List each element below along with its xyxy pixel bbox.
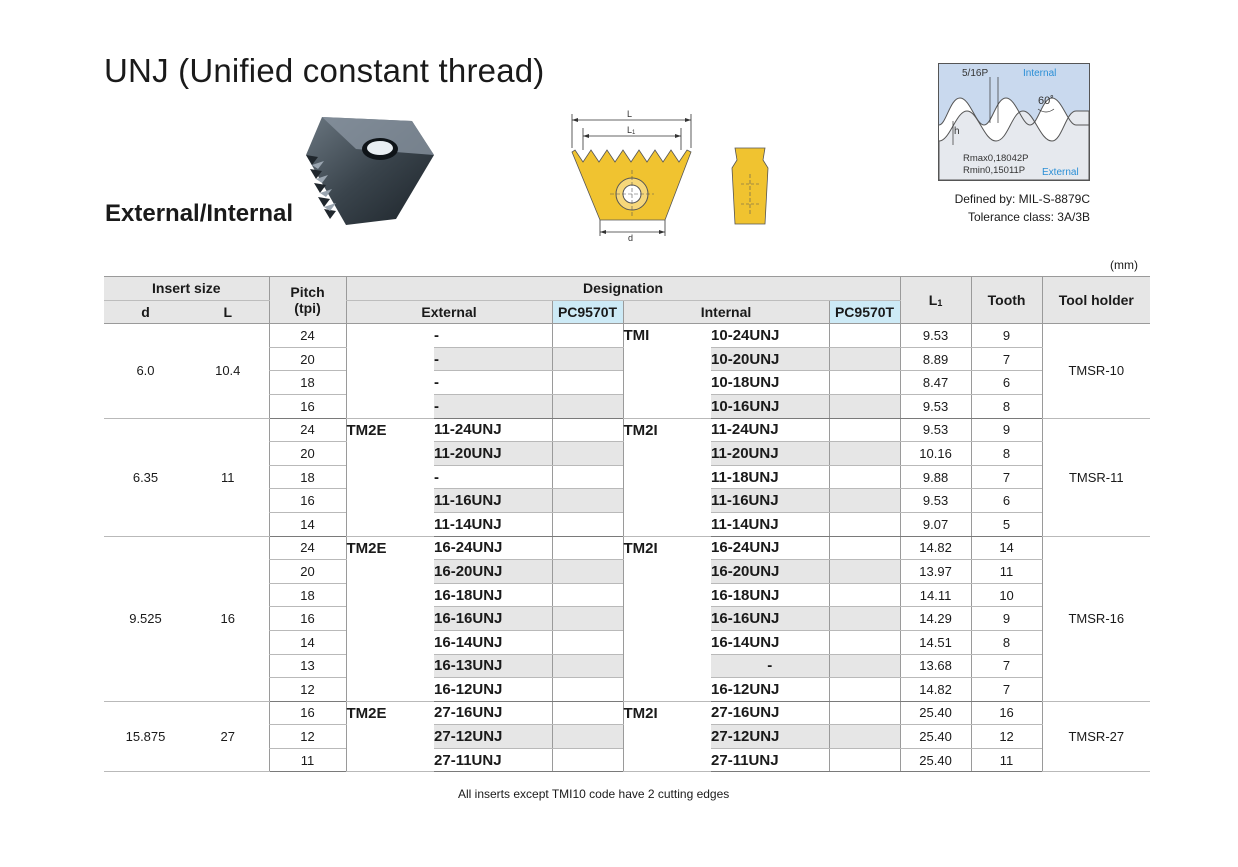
tooth-cell: 8 — [971, 394, 1042, 418]
external-prefix: TM2E — [346, 536, 434, 701]
profile-rmax-label: Rmax0,18042P — [963, 153, 1029, 164]
external-code: 16-16UNJ — [434, 607, 552, 631]
grade-internal-cell — [829, 607, 900, 631]
internal-code: 16-12UNJ — [711, 678, 829, 702]
table-row — [104, 418, 1150, 442]
header-d: d — [104, 300, 187, 324]
external-code: 16-18UNJ — [434, 583, 552, 607]
internal-prefix: TM2I — [623, 536, 711, 701]
tooth-cell: 7 — [971, 654, 1042, 678]
l1-cell: 25.40 — [900, 748, 971, 772]
grade-internal-cell — [829, 347, 900, 371]
internal-code: 27-16UNJ — [711, 701, 829, 725]
external-code: - — [434, 394, 552, 418]
internal-code: 27-11UNJ — [711, 748, 829, 772]
internal-code: 16-20UNJ — [711, 560, 829, 584]
internal-code: 16-16UNJ — [711, 607, 829, 631]
l1-cell: 9.07 — [900, 512, 971, 536]
l1-cell: 14.82 — [900, 678, 971, 702]
grade-internal-cell — [829, 465, 900, 489]
tooth-cell: 6 — [971, 489, 1042, 513]
pitch-cell: 20 — [269, 347, 346, 371]
table-row — [104, 701, 1150, 725]
external-code: 11-16UNJ — [434, 489, 552, 513]
grade-internal-cell — [829, 748, 900, 772]
external-code: 11-24UNJ — [434, 418, 552, 442]
internal-code: 16-24UNJ — [711, 536, 829, 560]
internal-code: 11-18UNJ — [711, 465, 829, 489]
spec-table-body — [104, 324, 1150, 772]
l1-cell: 9.53 — [900, 324, 971, 348]
internal-code: 11-24UNJ — [711, 418, 829, 442]
grade-external-cell — [552, 654, 623, 678]
tolerance-text: Tolerance class: 3A/3B — [967, 210, 1090, 224]
thread-profile-diagram — [938, 63, 1092, 183]
pitch-cell: 16 — [269, 701, 346, 725]
internal-code: 16-18UNJ — [711, 583, 829, 607]
external-code: 27-12UNJ — [434, 725, 552, 749]
pitch-cell: 14 — [269, 630, 346, 654]
l1-cell: 14.51 — [900, 630, 971, 654]
tool-holder-cell: TMSR-11 — [1042, 418, 1150, 536]
tooth-cell: 9 — [971, 418, 1042, 442]
defined-by-text: Defined by: MIL-S-8879C — [954, 192, 1090, 206]
grade-external-cell — [552, 630, 623, 654]
tooth-cell: 11 — [971, 748, 1042, 772]
pitch-cell: 20 — [269, 560, 346, 584]
table-row — [104, 536, 1150, 560]
grade-external-cell — [552, 560, 623, 584]
profile-rmin-label: Rmin0,15011P — [963, 165, 1026, 176]
insert-d: 6.0 — [104, 324, 187, 418]
l1-cell: 9.53 — [900, 489, 971, 513]
footnote: All inserts except TMI10 code have 2 cutting edges — [458, 787, 730, 801]
tooth-cell: 8 — [971, 630, 1042, 654]
internal-code: 16-14UNJ — [711, 630, 829, 654]
external-code: - — [434, 324, 552, 348]
grade-internal-cell — [829, 701, 900, 725]
external-code: 16-14UNJ — [434, 630, 552, 654]
external-code: 11-20UNJ — [434, 442, 552, 466]
l1-cell: 8.47 — [900, 371, 971, 395]
grade-internal-cell — [829, 394, 900, 418]
tool-holder-cell: TMSR-16 — [1042, 536, 1150, 701]
header-designation: Designation — [346, 277, 900, 301]
tooth-cell: 10 — [971, 583, 1042, 607]
pitch-cell: 24 — [269, 324, 346, 348]
external-code: 16-20UNJ — [434, 560, 552, 584]
external-code: - — [434, 465, 552, 489]
tool-holder-cell: TMSR-27 — [1042, 701, 1150, 772]
pitch-cell: 16 — [269, 489, 346, 513]
header-pitch — [269, 277, 346, 324]
pitch-cell: 12 — [269, 725, 346, 749]
grade-external-cell — [552, 678, 623, 702]
insert-d: 15.875 — [104, 701, 187, 772]
profile-h-label: h — [954, 126, 960, 137]
tool-holder-cell: TMSR-10 — [1042, 324, 1150, 418]
grade-internal-cell — [829, 560, 900, 584]
insert-L: 16 — [187, 536, 269, 701]
tooth-cell: 7 — [971, 465, 1042, 489]
grade-external-cell — [552, 583, 623, 607]
pitch-cell: 12 — [269, 678, 346, 702]
dim-L-label: L — [627, 109, 633, 119]
grade-internal-cell — [829, 583, 900, 607]
profile-external-label: External — [1042, 167, 1079, 178]
internal-prefix: TM2I — [623, 418, 711, 536]
grade-internal-cell — [829, 536, 900, 560]
header-l1: L1 — [900, 277, 971, 324]
header-grade-external: PC9570T — [552, 300, 623, 324]
tooth-cell: 8 — [971, 442, 1042, 466]
tooth-cell: 9 — [971, 324, 1042, 348]
external-code: 16-24UNJ — [434, 536, 552, 560]
pitch-cell: 13 — [269, 654, 346, 678]
pitch-cell: 16 — [269, 607, 346, 631]
profile-516p-label: 5/16P — [962, 68, 989, 79]
page-title: UNJ (Unified constant thread) — [104, 52, 545, 89]
insert-photo — [300, 115, 440, 227]
l1-cell: 8.89 — [900, 347, 971, 371]
page-subtitle: External/Internal — [105, 200, 294, 227]
tooth-cell: 12 — [971, 725, 1042, 749]
grade-external-cell — [552, 607, 623, 631]
l1-cell: 25.40 — [900, 701, 971, 725]
pitch-cell: 18 — [269, 371, 346, 395]
grade-internal-cell — [829, 442, 900, 466]
l1-cell: 9.53 — [900, 418, 971, 442]
header-tpi-label: (tpi) — [294, 300, 321, 317]
l1-cell: 25.40 — [900, 725, 971, 749]
grade-external-cell — [552, 701, 623, 725]
internal-code: - — [711, 654, 829, 678]
insert-L: 10.4 — [187, 324, 269, 418]
grade-external-cell — [552, 536, 623, 560]
grade-external-cell — [552, 442, 623, 466]
external-prefix: TM2E — [346, 701, 434, 772]
internal-code: 10-24UNJ — [711, 324, 829, 348]
internal-code: 10-16UNJ — [711, 394, 829, 418]
grade-internal-cell — [829, 418, 900, 442]
grade-external-cell — [552, 725, 623, 749]
l1-cell: 14.11 — [900, 583, 971, 607]
tooth-cell: 11 — [971, 560, 1042, 584]
tooth-cell: 16 — [971, 701, 1042, 725]
unit-label: (mm) — [1110, 258, 1138, 272]
internal-prefix: TMI — [623, 324, 711, 418]
pitch-cell: 18 — [269, 583, 346, 607]
spec-notes — [930, 190, 1090, 226]
tooth-cell: 5 — [971, 512, 1042, 536]
profile-internal-label: Internal — [1023, 68, 1057, 79]
header-external: External — [346, 300, 552, 324]
internal-prefix: TM2I — [623, 701, 711, 772]
grade-internal-cell — [829, 630, 900, 654]
internal-code: 10-20UNJ — [711, 347, 829, 371]
dim-L1-label: L1 — [627, 125, 636, 136]
tooth-cell: 7 — [971, 347, 1042, 371]
grade-external-cell — [552, 465, 623, 489]
grade-external-cell — [552, 394, 623, 418]
internal-code: 11-20UNJ — [711, 442, 829, 466]
l1-cell: 10.16 — [900, 442, 971, 466]
external-code: 11-14UNJ — [434, 512, 552, 536]
pitch-cell: 14 — [269, 512, 346, 536]
insert-d: 6.35 — [104, 418, 187, 536]
header-L: L — [187, 300, 269, 324]
grade-internal-cell — [829, 489, 900, 513]
grade-internal-cell — [829, 371, 900, 395]
header-tool-holder: Tool holder — [1042, 277, 1150, 324]
pitch-cell: 18 — [269, 465, 346, 489]
l1-cell: 9.88 — [900, 465, 971, 489]
external-code: 16-12UNJ — [434, 678, 552, 702]
internal-code: 27-12UNJ — [711, 725, 829, 749]
tooth-cell: 7 — [971, 678, 1042, 702]
header-internal: Internal — [623, 300, 829, 324]
tooth-cell: 6 — [971, 371, 1042, 395]
l1-cell: 13.68 — [900, 654, 971, 678]
table-row — [104, 324, 1150, 348]
grade-external-cell — [552, 489, 623, 513]
l1-cell: 14.29 — [900, 607, 971, 631]
grade-external-cell — [552, 371, 623, 395]
external-code: 27-11UNJ — [434, 748, 552, 772]
grade-external-cell — [552, 748, 623, 772]
external-code: 16-13UNJ — [434, 654, 552, 678]
insert-d: 9.525 — [104, 536, 187, 701]
insert-L: 11 — [187, 418, 269, 536]
external-code: - — [434, 347, 552, 371]
pitch-cell: 11 — [269, 748, 346, 772]
grade-internal-cell — [829, 324, 900, 348]
grade-internal-cell — [829, 725, 900, 749]
profile-angle-label: 60˚ — [1038, 95, 1054, 107]
external-code: - — [434, 371, 552, 395]
tooth-cell: 14 — [971, 536, 1042, 560]
pitch-cell: 16 — [269, 394, 346, 418]
grade-external-cell — [552, 418, 623, 442]
internal-code: 11-16UNJ — [711, 489, 829, 513]
grade-internal-cell — [829, 678, 900, 702]
insert-L: 27 — [187, 701, 269, 772]
pitch-cell: 24 — [269, 418, 346, 442]
internal-code: 11-14UNJ — [711, 512, 829, 536]
grade-internal-cell — [829, 654, 900, 678]
grade-external-cell — [552, 324, 623, 348]
pitch-cell: 20 — [269, 442, 346, 466]
tooth-cell: 9 — [971, 607, 1042, 631]
header-tooth: Tooth — [971, 277, 1042, 324]
dim-d-label: d — [628, 233, 634, 243]
grade-external-cell — [552, 347, 623, 371]
header-pitch-label: Pitch — [290, 284, 325, 301]
internal-code: 10-18UNJ — [711, 371, 829, 395]
l1-cell: 9.53 — [900, 394, 971, 418]
grade-internal-cell — [829, 512, 900, 536]
external-code: 27-16UNJ — [434, 701, 552, 725]
header-grade-internal: PC9570T — [829, 300, 900, 324]
external-prefix: TM2E — [346, 418, 434, 536]
header-insert-size: Insert size — [104, 277, 269, 301]
pitch-cell: 24 — [269, 536, 346, 560]
external-prefix — [346, 324, 434, 418]
l1-cell: 13.97 — [900, 560, 971, 584]
l1-cell: 14.82 — [900, 536, 971, 560]
grade-external-cell — [552, 512, 623, 536]
spec-table — [104, 276, 1150, 772]
insert-drawing — [565, 108, 785, 244]
